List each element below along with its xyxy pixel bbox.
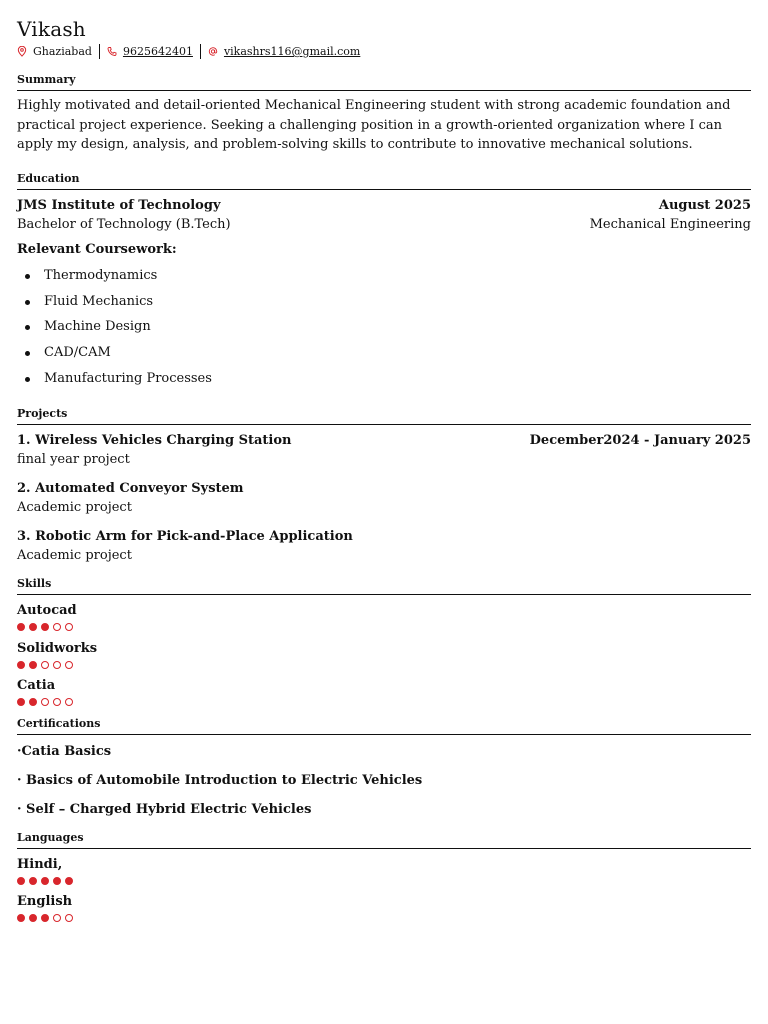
field-of-study: Mechanical Engineering xyxy=(589,217,751,232)
contact-divider xyxy=(99,44,100,59)
list-item: Thermodynamics xyxy=(17,263,751,289)
skill-item xyxy=(17,602,751,631)
summary-text: Highly motivated and detail-oriented Mechanical Engineering student with strong academic foundation and practical project experience. Seeking a challenging position in a growth-oriented organization where I can apply my design, analysis, and problem-solving skills to contribute to innovative mechanical solutions. xyxy=(17,98,731,152)
skill-name: Solidworks xyxy=(17,640,98,656)
project-item xyxy=(17,479,751,518)
project-description: Academic project xyxy=(17,548,132,564)
project-title: 2. Automated Conveyor System xyxy=(17,480,244,496)
rating-dot-empty xyxy=(65,914,73,922)
section-title: Projects xyxy=(17,407,751,425)
certification-item: ·Catia Basics xyxy=(17,743,112,759)
section-title: Certifications xyxy=(17,717,751,735)
graduation-date: August 2025 xyxy=(658,197,751,213)
project-header-row xyxy=(17,431,751,451)
language-item xyxy=(17,893,751,922)
rating-dot-filled xyxy=(65,877,73,885)
rating-dot-filled xyxy=(17,661,25,669)
rating-dot-empty xyxy=(65,698,73,706)
section-title: Skills xyxy=(17,577,751,595)
project-item xyxy=(17,431,751,470)
location-pin-icon xyxy=(17,46,27,57)
location-text: Ghaziabad xyxy=(33,45,92,58)
education-header-row xyxy=(17,196,751,216)
project-header-row xyxy=(17,527,751,547)
rating-dot-empty xyxy=(65,623,73,631)
skill-name: Autocad xyxy=(17,602,77,618)
languages-section xyxy=(17,831,751,922)
project-header-row xyxy=(17,479,751,499)
degree-name: Bachelor of Technology (B.Tech) xyxy=(17,217,231,232)
language-name: Hindi, xyxy=(17,856,63,872)
phone-link[interactable]: 9625642401 xyxy=(122,45,193,58)
rating-dot-filled xyxy=(53,877,61,885)
language-rating xyxy=(17,877,751,885)
project-description: Academic project xyxy=(17,500,132,516)
rating-dot-filled xyxy=(41,877,49,885)
rating-dot-filled xyxy=(29,661,37,669)
list-item: CAD/CAM xyxy=(17,340,751,366)
rating-dot-filled xyxy=(29,877,37,885)
skill-rating xyxy=(17,661,751,669)
project-description: final year project xyxy=(17,452,130,468)
rating-dot-empty xyxy=(41,698,49,706)
language-item xyxy=(17,856,751,885)
rating-dot-filled xyxy=(17,698,25,706)
at-sign-icon xyxy=(208,46,218,57)
resume-page xyxy=(17,17,751,922)
certification-item: · Basics of Automobile Introduction to Electric Vehicles xyxy=(17,772,423,788)
rating-dot-filled xyxy=(17,914,25,922)
skill-rating xyxy=(17,698,751,706)
project-title: 1. Wireless Vehicles Charging Station xyxy=(17,432,292,448)
rating-dot-empty xyxy=(41,661,49,669)
email-link[interactable]: vikashrs116@gmail.com xyxy=(223,45,361,58)
certifications-section xyxy=(17,717,751,818)
section-title: Education xyxy=(17,172,751,190)
summary-section xyxy=(17,73,751,155)
skill-item xyxy=(17,677,751,706)
project-item xyxy=(17,527,751,566)
language-rating xyxy=(17,914,751,922)
rating-dot-filled xyxy=(29,698,37,706)
section-title: Summary xyxy=(17,73,751,91)
candidate-name: Vikash xyxy=(17,17,86,41)
degree-row xyxy=(17,215,751,235)
institution-name: JMS Institute of Technology xyxy=(17,197,221,213)
skill-rating xyxy=(17,623,751,631)
education-section xyxy=(17,172,751,392)
rating-dot-empty xyxy=(53,623,61,631)
email-item[interactable] xyxy=(208,44,360,59)
phone-item[interactable] xyxy=(107,44,193,59)
projects-section xyxy=(17,407,751,566)
language-name: English xyxy=(17,893,73,909)
rating-dot-filled xyxy=(29,914,37,922)
rating-dot-empty xyxy=(53,661,61,669)
rating-dot-empty xyxy=(53,698,61,706)
phone-icon xyxy=(107,46,117,57)
location-item xyxy=(17,44,92,59)
certification-item: · Self – Charged Hybrid Electric Vehicles xyxy=(17,801,312,817)
skill-name: Catia xyxy=(17,677,56,693)
rating-dot-filled xyxy=(17,623,25,631)
project-date: December2024 - January 2025 xyxy=(529,432,751,448)
rating-dot-empty xyxy=(53,914,61,922)
contact-divider xyxy=(200,44,201,59)
rating-dot-filled xyxy=(41,914,49,922)
rating-dot-empty xyxy=(65,661,73,669)
coursework-list xyxy=(17,263,751,392)
contact-bar xyxy=(17,44,751,59)
skills-section xyxy=(17,577,751,706)
rating-dot-filled xyxy=(41,623,49,631)
coursework-label: Relevant Coursework: xyxy=(17,241,177,257)
section-title: Languages xyxy=(17,831,751,849)
list-item: Machine Design xyxy=(17,314,751,340)
skill-item xyxy=(17,640,751,669)
rating-dot-filled xyxy=(17,877,25,885)
list-item: Fluid Mechanics xyxy=(17,289,751,315)
list-item: Manufacturing Processes xyxy=(17,366,751,392)
rating-dot-filled xyxy=(29,623,37,631)
project-title: 3. Robotic Arm for Pick-and-Place Application xyxy=(17,528,353,544)
